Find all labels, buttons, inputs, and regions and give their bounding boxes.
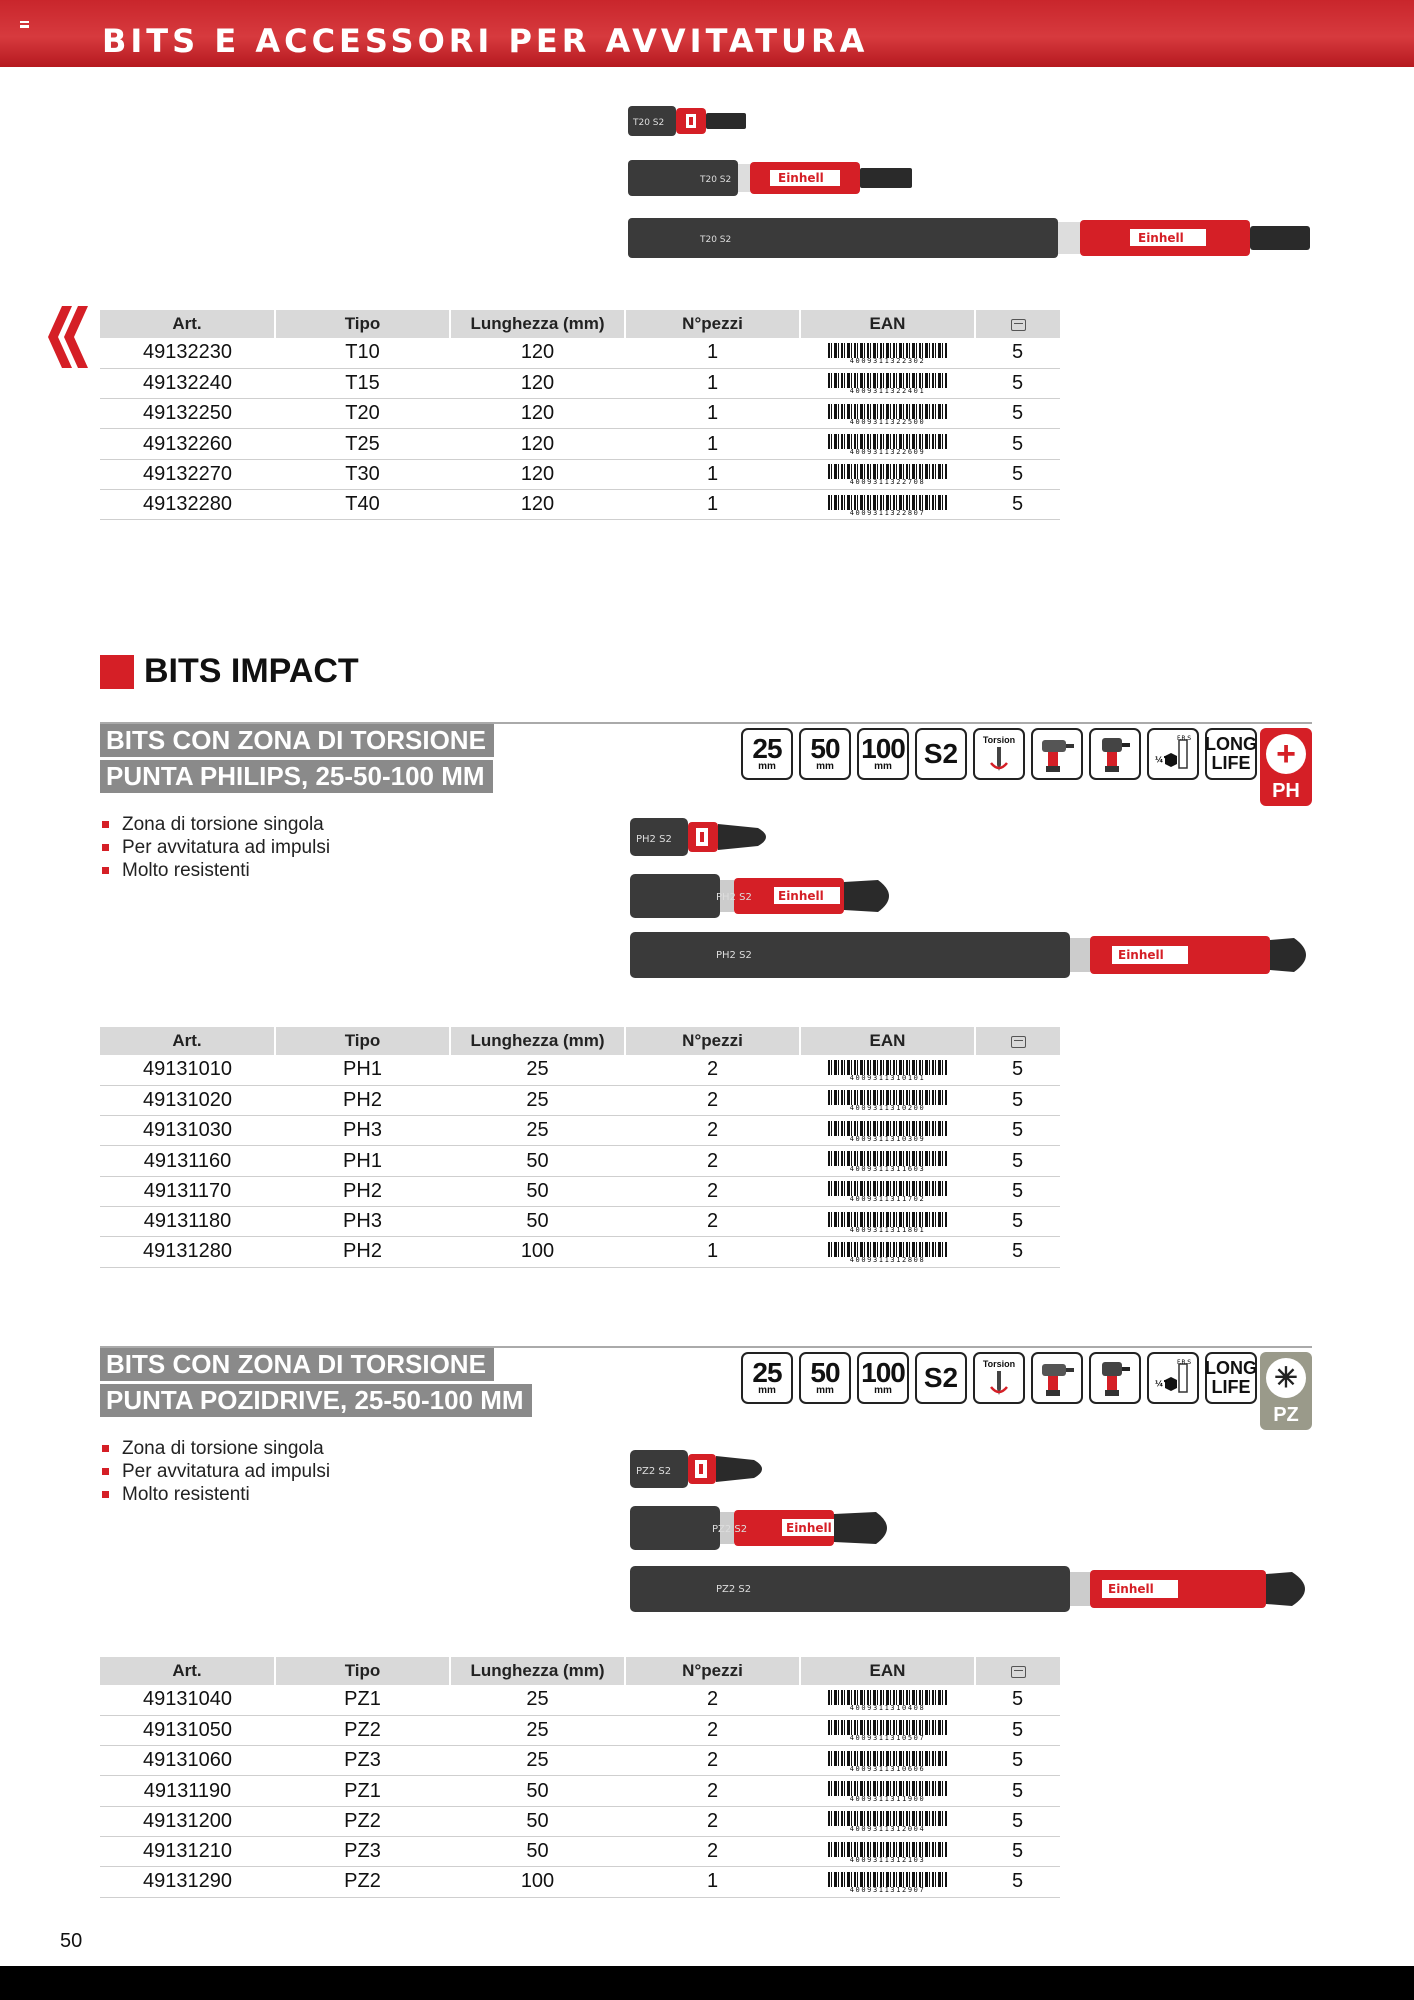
col-pack bbox=[975, 1657, 1060, 1685]
ean-barcode bbox=[828, 1090, 948, 1112]
table-row bbox=[100, 459, 1060, 489]
cell-tipo: T25 bbox=[275, 429, 450, 459]
ean-barcode bbox=[828, 1060, 948, 1082]
col-pack bbox=[975, 1027, 1060, 1055]
length-100-icon: 100 mm bbox=[857, 728, 909, 780]
cell-ean bbox=[800, 1715, 975, 1745]
cell-pezzi: 1 bbox=[625, 1237, 800, 1267]
philips-bits-table bbox=[100, 1027, 1060, 1268]
cell-lunghezza: 100 bbox=[450, 1867, 625, 1897]
cell-pack: 5 bbox=[975, 1206, 1060, 1236]
ean-number: 4009311310200 bbox=[849, 1104, 926, 1113]
list-item: Molto resistenti bbox=[100, 1484, 330, 1507]
top-banner bbox=[0, 0, 1414, 67]
bit-label: T20 S2 bbox=[700, 175, 732, 185]
bit-short bbox=[630, 1450, 762, 1488]
package-icon bbox=[1011, 1666, 1026, 1678]
cell-tipo: PZ2 bbox=[275, 1715, 450, 1745]
ean-barcode bbox=[828, 1751, 948, 1773]
cell-pezzi: 2 bbox=[625, 1116, 800, 1146]
badge-label: PZ bbox=[1273, 1404, 1299, 1426]
cell-tipo: PH3 bbox=[275, 1116, 450, 1146]
cell-tipo: PZ3 bbox=[275, 1836, 450, 1866]
cell-tipo: T20 bbox=[275, 399, 450, 429]
col-ean: EAN bbox=[800, 310, 975, 338]
ean-number: 4009311322401 bbox=[849, 387, 926, 396]
table-row bbox=[100, 1116, 1060, 1146]
ean-number: 4009311312004 bbox=[849, 1825, 926, 1834]
cell-lunghezza: 50 bbox=[450, 1806, 625, 1836]
ean-number: 4009311311702 bbox=[849, 1195, 926, 1204]
ean-number: 4009311310101 bbox=[849, 1073, 926, 1082]
material-s2-icon: S2 bbox=[915, 728, 967, 780]
cell-pack: 5 bbox=[975, 1176, 1060, 1206]
bit-label: PH2 S2 bbox=[716, 950, 752, 961]
table-header-row bbox=[100, 1657, 1060, 1685]
cell-tipo: PH1 bbox=[275, 1146, 450, 1176]
pozidrive-bits-image bbox=[628, 1446, 1318, 1616]
impact-driver-icon bbox=[1089, 728, 1141, 780]
cell-tipo: T30 bbox=[275, 459, 450, 489]
cell-tipo: PH3 bbox=[275, 1206, 450, 1236]
hex-shank-icon bbox=[1147, 728, 1199, 780]
length-25-icon: 25 mm bbox=[741, 1352, 793, 1404]
plus-icon: + bbox=[1266, 734, 1306, 774]
table-row bbox=[100, 1746, 1060, 1776]
table-row bbox=[100, 1085, 1060, 1115]
cell-pezzi: 2 bbox=[625, 1715, 800, 1745]
cell-ean bbox=[800, 459, 975, 489]
ean-barcode bbox=[828, 464, 948, 486]
list-item: Per avvitatura ad impulsi bbox=[100, 1461, 330, 1484]
cell-pezzi: 1 bbox=[625, 429, 800, 459]
cell-art: 49131280 bbox=[100, 1237, 275, 1267]
table-row bbox=[100, 1715, 1060, 1745]
cell-art: 49131160 bbox=[100, 1146, 275, 1176]
bit-long bbox=[628, 218, 1310, 258]
cell-lunghezza: 50 bbox=[450, 1146, 625, 1176]
svg-text:F.R.S: F.R.S bbox=[1177, 735, 1192, 742]
asterisk-icon: ✳ bbox=[1266, 1358, 1306, 1398]
cell-tipo: PZ2 bbox=[275, 1867, 450, 1897]
cell-pezzi: 2 bbox=[625, 1836, 800, 1866]
ean-number: 4009311312808 bbox=[849, 1255, 926, 1264]
svg-text:¼": ¼" bbox=[1155, 1379, 1168, 1388]
cell-ean bbox=[800, 399, 975, 429]
cell-art: 49132260 bbox=[100, 429, 275, 459]
cell-pack: 5 bbox=[975, 1836, 1060, 1866]
cell-pezzi: 1 bbox=[625, 1867, 800, 1897]
cell-pack: 5 bbox=[975, 368, 1060, 398]
bottom-bar bbox=[0, 1966, 1414, 2000]
col-art: Art. bbox=[100, 310, 275, 338]
table-row bbox=[100, 429, 1060, 459]
impact-driver-icon bbox=[1089, 1352, 1141, 1404]
menu-icon[interactable] bbox=[20, 21, 29, 28]
ean-number: 4009311322807 bbox=[849, 508, 926, 517]
cell-ean bbox=[800, 1237, 975, 1267]
col-pack bbox=[975, 310, 1060, 338]
cell-art: 49131010 bbox=[100, 1055, 275, 1085]
cell-pack: 5 bbox=[975, 1806, 1060, 1836]
torsion-icon: Torsion bbox=[973, 1352, 1025, 1404]
length-50-icon: 50 mm bbox=[799, 1352, 851, 1404]
ean-number: 4009311322302 bbox=[849, 356, 926, 365]
cell-pack: 5 bbox=[975, 399, 1060, 429]
cell-lunghezza: 120 bbox=[450, 399, 625, 429]
pozidrive-bits-table bbox=[100, 1657, 1060, 1898]
cell-ean bbox=[800, 338, 975, 368]
page-title: BITS E ACCESSORI PER AVVITATURA bbox=[102, 22, 869, 60]
svg-text:¼": ¼" bbox=[1155, 755, 1168, 764]
cell-art: 49131170 bbox=[100, 1176, 275, 1206]
cell-ean bbox=[800, 1685, 975, 1715]
table-row bbox=[100, 399, 1060, 429]
cell-pezzi: 1 bbox=[625, 368, 800, 398]
philips-badge bbox=[1260, 728, 1312, 806]
table-row bbox=[100, 338, 1060, 368]
section-title: BITS IMPACT bbox=[144, 652, 359, 690]
table-row bbox=[100, 1867, 1060, 1897]
cell-tipo: PH1 bbox=[275, 1055, 450, 1085]
svg-text:Einhell: Einhell bbox=[786, 1521, 832, 1535]
ean-barcode bbox=[828, 1181, 948, 1203]
cell-lunghezza: 25 bbox=[450, 1685, 625, 1715]
ean-number: 4009311312907 bbox=[849, 1885, 926, 1894]
cell-lunghezza: 120 bbox=[450, 338, 625, 368]
cell-pack: 5 bbox=[975, 1237, 1060, 1267]
cell-pack: 5 bbox=[975, 1146, 1060, 1176]
cell-art: 49131180 bbox=[100, 1206, 275, 1236]
torx-bits-image bbox=[620, 98, 1320, 268]
ean-barcode bbox=[828, 343, 948, 365]
ean-barcode bbox=[828, 1781, 948, 1803]
ean-number: 4009311311801 bbox=[849, 1225, 926, 1234]
cell-art: 49131060 bbox=[100, 1746, 275, 1776]
cell-art: 49131050 bbox=[100, 1715, 275, 1745]
ean-barcode bbox=[828, 404, 948, 426]
ean-barcode bbox=[828, 373, 948, 395]
cell-lunghezza: 25 bbox=[450, 1715, 625, 1745]
cell-pack: 5 bbox=[975, 1055, 1060, 1085]
cell-pezzi: 2 bbox=[625, 1176, 800, 1206]
cell-tipo: PH2 bbox=[275, 1176, 450, 1206]
list-item: Molto resistenti bbox=[100, 860, 330, 883]
cell-pezzi: 2 bbox=[625, 1685, 800, 1715]
package-icon bbox=[1011, 1036, 1026, 1048]
hex-shank-icon bbox=[1147, 1352, 1199, 1404]
bit-long bbox=[630, 932, 1306, 978]
cell-art: 49131040 bbox=[100, 1685, 275, 1715]
section-marker bbox=[100, 655, 134, 689]
cell-pezzi: 1 bbox=[625, 338, 800, 368]
philips-feature-icons bbox=[741, 728, 1257, 780]
cell-lunghezza: 50 bbox=[450, 1206, 625, 1236]
cell-lunghezza: 50 bbox=[450, 1176, 625, 1206]
svg-text:Einhell: Einhell bbox=[778, 889, 824, 903]
table-row bbox=[100, 1206, 1060, 1236]
cell-ean bbox=[800, 1116, 975, 1146]
table-row bbox=[100, 1146, 1060, 1176]
ean-number: 4009311310606 bbox=[849, 1764, 926, 1773]
cell-lunghezza: 120 bbox=[450, 489, 625, 519]
table-row bbox=[100, 1055, 1060, 1085]
col-art: Art. bbox=[100, 1027, 275, 1055]
cell-lunghezza: 120 bbox=[450, 429, 625, 459]
cell-pezzi: 1 bbox=[625, 489, 800, 519]
long-life-icon: LONG LIFE bbox=[1205, 728, 1257, 780]
cell-art: 49131290 bbox=[100, 1867, 275, 1897]
bit-medium bbox=[628, 160, 912, 196]
drill-icon bbox=[1031, 1352, 1083, 1404]
bit-label: PZ2 S2 bbox=[716, 1584, 752, 1595]
bit-medium bbox=[630, 1506, 887, 1550]
col-ean: EAN bbox=[800, 1657, 975, 1685]
cell-pack: 5 bbox=[975, 459, 1060, 489]
table-row bbox=[100, 1176, 1060, 1206]
pozidrive-title-line1: BITS CON ZONA DI TORSIONE bbox=[100, 1348, 494, 1381]
bit-label: T20 S2 bbox=[700, 235, 732, 245]
cell-pezzi: 2 bbox=[625, 1776, 800, 1806]
svg-text:Einhell: Einhell bbox=[778, 171, 824, 185]
length-100-icon: 100 mm bbox=[857, 1352, 909, 1404]
cell-art: 49131210 bbox=[100, 1836, 275, 1866]
cell-tipo: PH2 bbox=[275, 1085, 450, 1115]
bit-short bbox=[630, 818, 766, 856]
table-header-row bbox=[100, 310, 1060, 338]
bit-medium bbox=[630, 874, 889, 918]
list-item: Zona di torsione singola bbox=[100, 814, 330, 837]
cell-pack: 5 bbox=[975, 1867, 1060, 1897]
ean-number: 4009311311603 bbox=[849, 1165, 926, 1174]
cell-tipo: T10 bbox=[275, 338, 450, 368]
cell-pack: 5 bbox=[975, 1715, 1060, 1745]
ean-barcode bbox=[828, 434, 948, 456]
list-item: Zona di torsione singola bbox=[100, 1438, 330, 1461]
cell-ean bbox=[800, 1867, 975, 1897]
bit-long bbox=[630, 1566, 1305, 1612]
cell-pack: 5 bbox=[975, 1746, 1060, 1776]
bit-label: T20 S2 bbox=[633, 118, 665, 128]
ean-barcode bbox=[828, 1872, 948, 1894]
badge-label: PH bbox=[1272, 780, 1300, 802]
ean-number: 4009311310507 bbox=[849, 1734, 926, 1743]
cell-pack: 5 bbox=[975, 1116, 1060, 1146]
col-lunghezza: Lunghezza (mm) bbox=[450, 1027, 625, 1055]
col-pezzi: N°pezzi bbox=[625, 310, 800, 338]
cell-pezzi: 2 bbox=[625, 1806, 800, 1836]
cell-pack: 5 bbox=[975, 338, 1060, 368]
cell-art: 49132250 bbox=[100, 399, 275, 429]
cell-lunghezza: 25 bbox=[450, 1085, 625, 1115]
pozidrive-features bbox=[100, 1438, 330, 1507]
col-pezzi: N°pezzi bbox=[625, 1657, 800, 1685]
table-row bbox=[100, 1776, 1060, 1806]
pozidrive-feature-icons bbox=[741, 1352, 1257, 1404]
pozidrive-badge bbox=[1260, 1352, 1312, 1430]
cell-pezzi: 2 bbox=[625, 1206, 800, 1236]
col-ean: EAN bbox=[800, 1027, 975, 1055]
cell-tipo: T40 bbox=[275, 489, 450, 519]
philips-title-line2: PUNTA PHILIPS, 25-50-100 MM bbox=[100, 760, 493, 793]
ean-barcode bbox=[828, 1811, 948, 1833]
cell-pack: 5 bbox=[975, 1685, 1060, 1715]
col-lunghezza: Lunghezza (mm) bbox=[450, 1657, 625, 1685]
table-header-row bbox=[100, 1027, 1060, 1055]
philips-features bbox=[100, 814, 330, 883]
col-pezzi: N°pezzi bbox=[625, 1027, 800, 1055]
cell-tipo: PZ3 bbox=[275, 1746, 450, 1776]
bit-label: PZ2 S2 bbox=[712, 1524, 748, 1535]
cell-lunghezza: 50 bbox=[450, 1836, 625, 1866]
cell-art: 49131190 bbox=[100, 1776, 275, 1806]
ean-number: 4009311310408 bbox=[849, 1703, 926, 1712]
cell-ean bbox=[800, 1836, 975, 1866]
cell-ean bbox=[800, 489, 975, 519]
cell-art: 49132240 bbox=[100, 368, 275, 398]
philips-title-line1: BITS CON ZONA DI TORSIONE bbox=[100, 724, 494, 757]
cell-pack: 5 bbox=[975, 429, 1060, 459]
ean-barcode bbox=[828, 1720, 948, 1742]
bit-label: PZ2 S2 bbox=[636, 1466, 672, 1477]
cell-art: 49132270 bbox=[100, 459, 275, 489]
cell-tipo: PZ1 bbox=[275, 1685, 450, 1715]
ean-number: 4009311311900 bbox=[849, 1795, 926, 1804]
cell-ean bbox=[800, 1746, 975, 1776]
cell-ean bbox=[800, 1176, 975, 1206]
col-tipo: Tipo bbox=[275, 310, 450, 338]
bit-label: PH2 S2 bbox=[716, 892, 752, 903]
material-s2-icon: S2 bbox=[915, 1352, 967, 1404]
svg-text:Einhell: Einhell bbox=[1108, 1582, 1154, 1596]
cell-pezzi: 1 bbox=[625, 459, 800, 489]
philips-bits-image bbox=[628, 814, 1318, 984]
cell-lunghezza: 25 bbox=[450, 1055, 625, 1085]
table-row bbox=[100, 1836, 1060, 1866]
cell-tipo: T15 bbox=[275, 368, 450, 398]
ean-barcode bbox=[828, 495, 948, 517]
cell-art: 49131200 bbox=[100, 1806, 275, 1836]
cell-ean bbox=[800, 1055, 975, 1085]
ean-number: 4009311310309 bbox=[849, 1134, 926, 1143]
pozidrive-title-line2: PUNTA POZIDRIVE, 25-50-100 MM bbox=[100, 1384, 532, 1417]
torsion-icon: Torsion bbox=[973, 728, 1025, 780]
cell-ean bbox=[800, 368, 975, 398]
cell-lunghezza: 100 bbox=[450, 1237, 625, 1267]
cell-tipo: PH2 bbox=[275, 1237, 450, 1267]
chevron-left-icon bbox=[48, 306, 88, 368]
cell-art: 49132230 bbox=[100, 338, 275, 368]
cell-ean bbox=[800, 1806, 975, 1836]
cell-lunghezza: 25 bbox=[450, 1746, 625, 1776]
svg-text:Einhell: Einhell bbox=[1138, 231, 1184, 245]
ean-barcode bbox=[828, 1151, 948, 1173]
col-lunghezza: Lunghezza (mm) bbox=[450, 310, 625, 338]
table-row bbox=[100, 368, 1060, 398]
ean-barcode bbox=[828, 1121, 948, 1143]
cell-pezzi: 2 bbox=[625, 1746, 800, 1776]
drill-icon bbox=[1031, 728, 1083, 780]
cell-ean bbox=[800, 429, 975, 459]
cell-ean bbox=[800, 1776, 975, 1806]
ean-number: 4009311322708 bbox=[849, 478, 926, 487]
cell-pezzi: 2 bbox=[625, 1055, 800, 1085]
length-25-icon: 25 mm bbox=[741, 728, 793, 780]
cell-ean bbox=[800, 1206, 975, 1236]
col-tipo: Tipo bbox=[275, 1027, 450, 1055]
ean-barcode bbox=[828, 1842, 948, 1864]
cell-art: 49131020 bbox=[100, 1085, 275, 1115]
cell-pack: 5 bbox=[975, 1776, 1060, 1806]
bit-label: PH2 S2 bbox=[636, 834, 672, 845]
col-tipo: Tipo bbox=[275, 1657, 450, 1685]
svg-text:F.R.S: F.R.S bbox=[1177, 1359, 1192, 1366]
cell-ean bbox=[800, 1146, 975, 1176]
ean-number: 4009311322609 bbox=[849, 448, 926, 457]
cell-pack: 5 bbox=[975, 489, 1060, 519]
cell-art: 49131030 bbox=[100, 1116, 275, 1146]
cell-art: 49132280 bbox=[100, 489, 275, 519]
cell-pack: 5 bbox=[975, 1085, 1060, 1115]
table-row bbox=[100, 489, 1060, 519]
cell-ean bbox=[800, 1085, 975, 1115]
ean-barcode bbox=[828, 1242, 948, 1264]
cell-pezzi: 2 bbox=[625, 1146, 800, 1176]
bit-short bbox=[628, 106, 746, 136]
cell-lunghezza: 120 bbox=[450, 459, 625, 489]
ean-barcode bbox=[828, 1212, 948, 1234]
cell-lunghezza: 50 bbox=[450, 1776, 625, 1806]
cell-pezzi: 2 bbox=[625, 1085, 800, 1115]
package-icon bbox=[1011, 319, 1026, 331]
ean-number: 4009311312103 bbox=[849, 1855, 926, 1864]
ean-number: 4009311322500 bbox=[849, 417, 926, 426]
length-50-icon: 50 mm bbox=[799, 728, 851, 780]
cell-pezzi: 1 bbox=[625, 399, 800, 429]
table-row bbox=[100, 1806, 1060, 1836]
cell-lunghezza: 25 bbox=[450, 1116, 625, 1146]
cell-lunghezza: 120 bbox=[450, 368, 625, 398]
list-item: Per avvitatura ad impulsi bbox=[100, 837, 330, 860]
cell-tipo: PZ1 bbox=[275, 1776, 450, 1806]
torx-bits-table bbox=[100, 310, 1060, 520]
table-row bbox=[100, 1237, 1060, 1267]
ean-barcode bbox=[828, 1690, 948, 1712]
page-number: 50 bbox=[60, 1930, 83, 1952]
table-row bbox=[100, 1685, 1060, 1715]
col-art: Art. bbox=[100, 1657, 275, 1685]
long-life-icon: LONG LIFE bbox=[1205, 1352, 1257, 1404]
svg-text:Einhell: Einhell bbox=[1118, 948, 1164, 962]
cell-tipo: PZ2 bbox=[275, 1806, 450, 1836]
